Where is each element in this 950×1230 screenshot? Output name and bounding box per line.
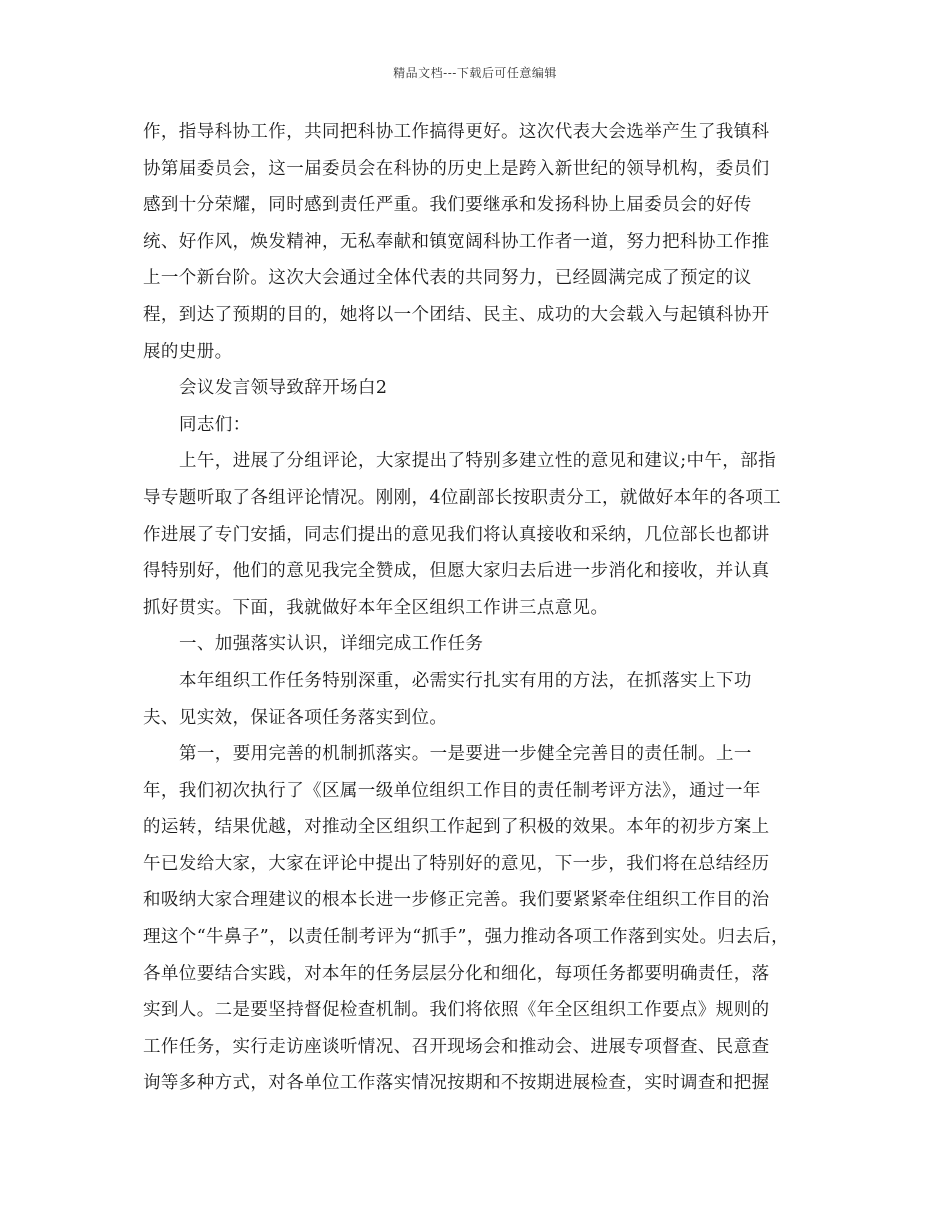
text-line: 作，指导科协工作，共同把科协工作搞得更好。这次代表大会选举产生了我镇科: [143, 122, 770, 142]
text-line: 上午，进展了分组评论，大家提出了特别多建立性的意见和建议;中午，部指: [179, 451, 776, 472]
text-line: 的运转，结果优越，对推动全区组织工作起到了积极的效果。本年的初步方案上: [143, 817, 770, 838]
text-line: 工作任务，实行走访座谈听情况、召开现场会和推动会、进展专项督查、民意查: [143, 1036, 770, 1057]
text-line: 作进展了专门安插，同志们提出的意见我们将认真接收和采纳，几位部长也都讲: [143, 524, 770, 545]
text-line: 感到十分荣耀，同时感到责任严重。我们要继承和发扬科协上届委员会的好传: [143, 195, 752, 216]
text-line: 上一个新台阶。这次大会通过全体代表的共同努力，已经圆满完成了预定的议: [143, 268, 752, 289]
text-line: 会议发言领导致辞开场白2: [179, 378, 388, 399]
text-line: 展的史册。: [143, 341, 233, 362]
text-line: 本年组织工作任务特别深重，必需实行扎实有用的方法，在抓落实上下功: [179, 670, 752, 691]
text-line: 理这个“牛鼻子”，以责任制考评为“抓手”，强力推动各项工作落到实处。归去后，: [143, 927, 789, 948]
text-line: 得特别好，他们的意见我完全赞成，但愿大家归去后进一步消化和接收，并认真: [143, 561, 770, 582]
text-line: 同志们：: [179, 414, 251, 435]
text-line: 抓好贯实。下面，我就做好本年全区组织工作讲三点意见。: [143, 597, 609, 618]
text-line: 统、好作风，焕发精神，无私奉献和镇宽阔科协工作者一道，努力把科协工作推: [143, 231, 770, 252]
text-line: 各单位要结合实践，对本年的任务层层分化和细化，每项任务都要明确责任，落: [143, 963, 770, 984]
text-line: 询等多种方式，对各单位工作落实情况按期和不按期进展检查，实时调查和把握: [143, 1073, 770, 1094]
text-line: 和吸纳大家合理建议的根本长进一步修正完善。我们要紧紧牵住组织工作目的治: [143, 890, 770, 911]
text-line: 夫、见实效，保证各项任务落实到位。: [143, 707, 448, 728]
text-line: 年，我们初次执行了《区属一级单位组织工作目的责任制考评方法》，通过一年: [143, 780, 761, 801]
text-line: 程，到达了预期的目的，她将以一个团结、民主、成功的大会载入与起镇科协开: [143, 304, 770, 325]
text-line: 导专题听取了各组评论情况。刚刚，4位副部长按职责分工，就做好本年的各项工: [143, 487, 782, 508]
text-line: 第一，要用完善的机制抓落实。一是要进一步健全完善目的责任制。上一: [179, 744, 752, 765]
page-header: 精品文档---下载后可任意编辑: [393, 66, 557, 80]
text-line: 午已发给大家，大家在评论中提出了特别好的意见，下一步，我们将在总结经历: [143, 853, 770, 874]
text-line: 实到人。二是要坚持督促检查机制。我们将依照《年全区组织工作要点》规则的: [143, 1000, 770, 1021]
text-line: 协第届委员会，这一届委员会在科协的历史上是跨入新世纪的领导机构，委员们: [143, 158, 770, 179]
body-text: [143, 114, 807, 1102]
text-line: 一、加强落实认识，详细完成工作任务: [179, 634, 484, 655]
